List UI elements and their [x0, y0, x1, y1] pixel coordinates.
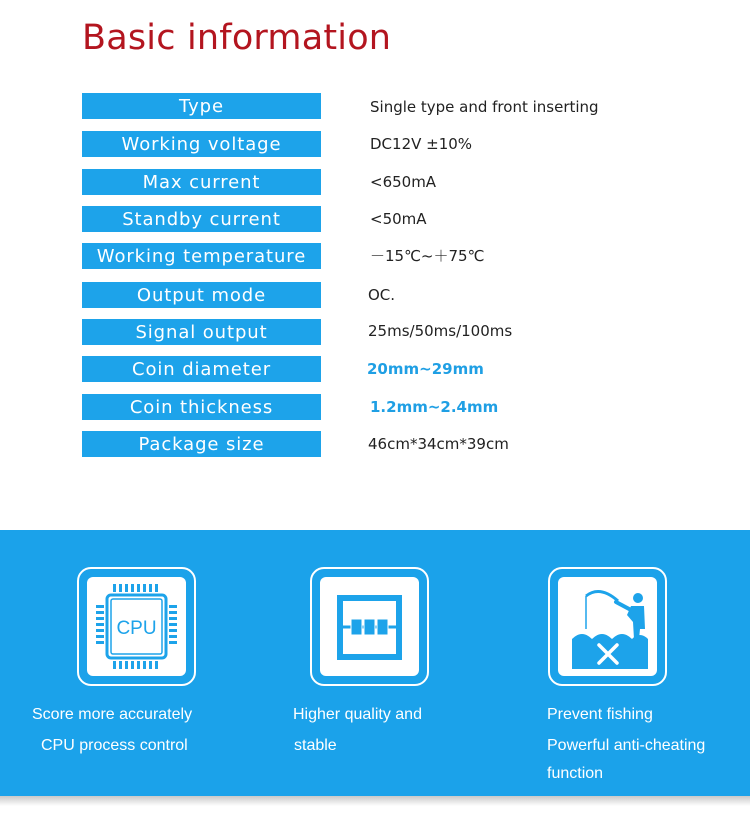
feature-cpu-line1: Score more accurately [32, 706, 193, 723]
feature-cpu-line2: CPU process control [41, 737, 188, 754]
spec-value-output-mode: OC. [368, 286, 396, 304]
spec-value-working-temperature: －15℃~＋75℃ [370, 246, 485, 265]
quality-board-icon [320, 577, 419, 676]
spec-label-working-temperature: Working temperature [82, 243, 321, 269]
feature-icon-bg [558, 577, 657, 676]
spec-label-type: Type [82, 93, 321, 119]
cpu-chip-icon [87, 577, 186, 676]
spec-value-coin-thickness: 1.2mm~2.4mm [370, 398, 499, 416]
spec-value-coin-diameter: 20mm~29mm [367, 360, 484, 378]
spec-label-output-mode: Output mode [82, 282, 321, 308]
spec-value-package-size: 46cm*34cm*39cm [368, 435, 509, 453]
spec-label-package-size: Package size [82, 431, 321, 457]
spec-value-standby-current: <50mA [370, 210, 427, 228]
spec-value-working-voltage: DC12V ±10% [370, 135, 473, 153]
band-shadow [0, 796, 750, 806]
feature-card-cpu [77, 567, 196, 686]
feature-icon-bg [87, 577, 186, 676]
spec-label-max-current: Max current [82, 169, 321, 195]
cpu-chip-label: CPU [116, 618, 157, 639]
feature-icon-bg [320, 577, 419, 676]
feature-fishing-line3: function [547, 765, 604, 782]
feature-card-quality [310, 567, 429, 686]
anti-fishing-icon [558, 577, 657, 676]
spec-value-type: Single type and front inserting [370, 98, 599, 116]
spec-value-max-current: <650mA [370, 173, 437, 191]
feature-card-anti-fishing [548, 567, 667, 686]
spec-label-working-voltage: Working voltage [82, 131, 321, 157]
spec-label-standby-current: Standby current [82, 206, 321, 232]
feature-quality-line2: stable [294, 737, 337, 754]
page-title: Basic information [82, 18, 392, 58]
spec-label-coin-thickness: Coin thickness [82, 394, 321, 420]
feature-quality-line1: Higher quality and [293, 706, 422, 723]
spec-value-signal-output: 25ms/50ms/100ms [368, 322, 513, 340]
spec-label-coin-diameter: Coin diameter [82, 356, 321, 382]
feature-fishing-line1: Prevent fishing [547, 706, 653, 723]
spec-label-signal-output: Signal output [82, 319, 321, 345]
feature-fishing-line2: Powerful anti-cheating [547, 737, 706, 754]
